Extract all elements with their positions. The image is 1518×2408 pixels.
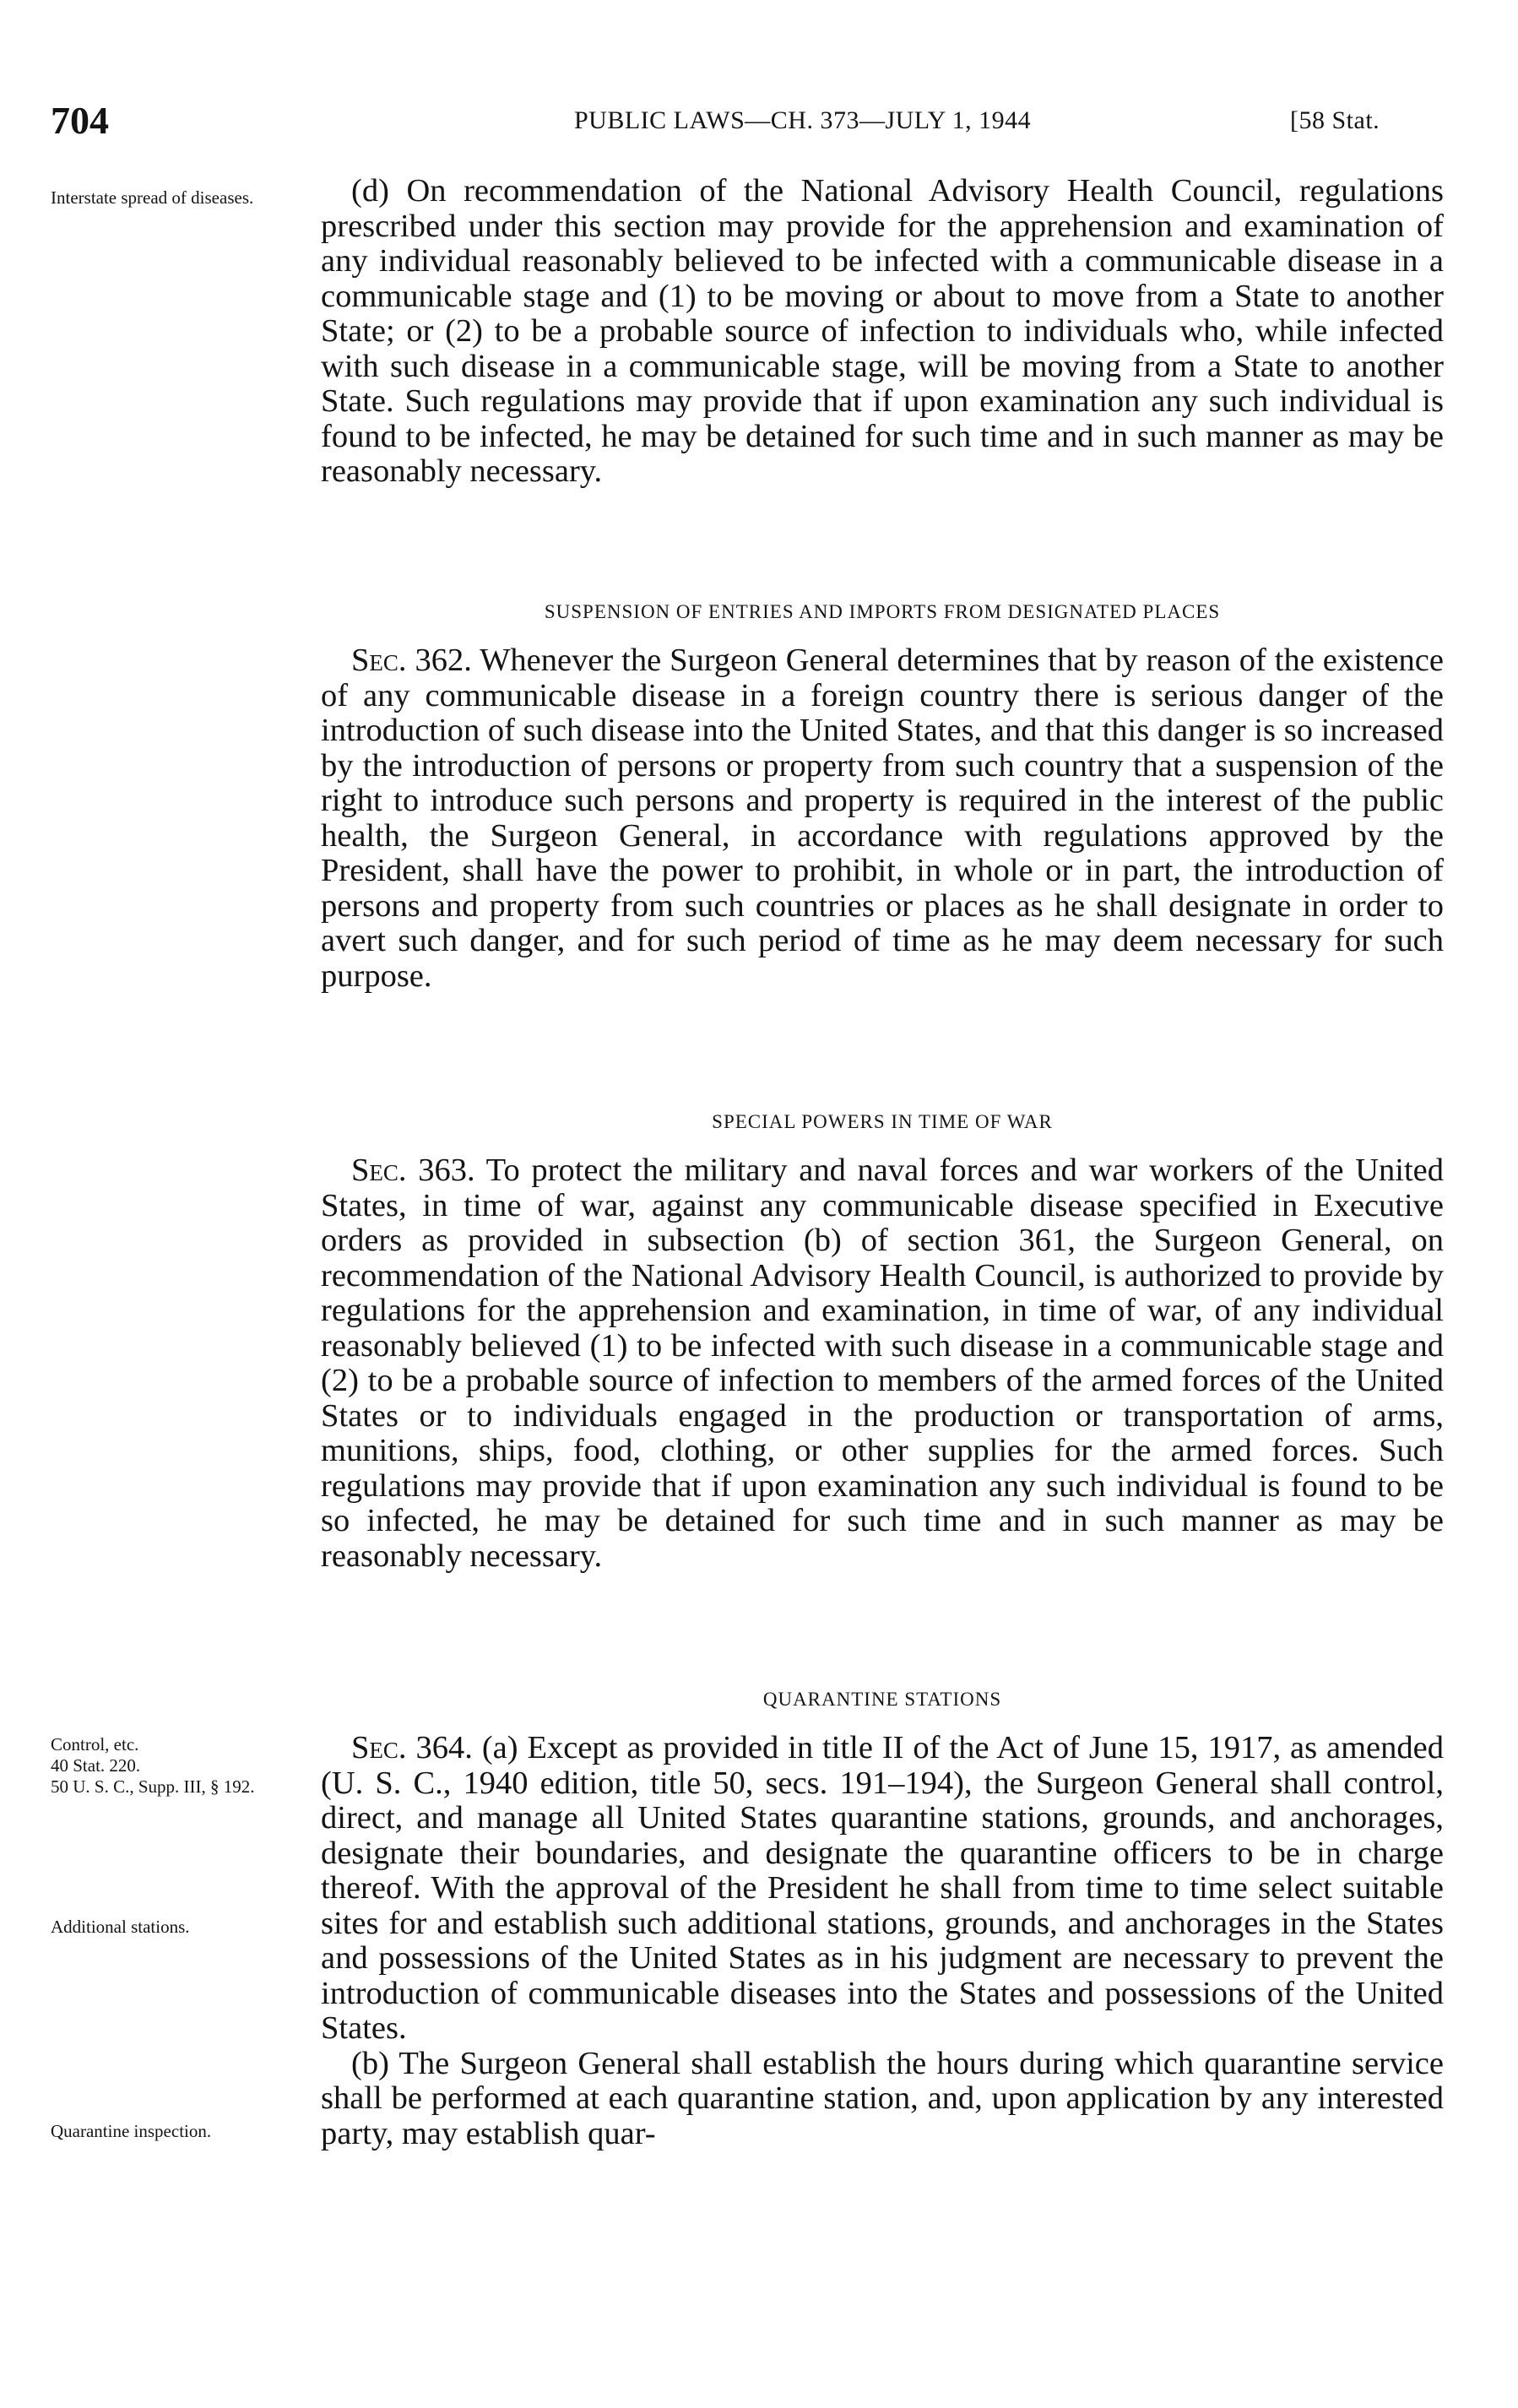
section-363-body: To protect the military and naval forces and war workers of the United States, in time of war, against any communicable disease specified in Executive orders as provided in subsection (b) of section 361, the Surgeon General, on recommendation of the National Advisory Health Council, is authorized to provide by regulations for the apprehension and examination, in time of war, of any individual reasonably believed (1) to be infected with such disease in a communicable stage and (2) to be a probable source of infection to members of the armed forces of the United States or to individuals engaged in the production or transportation of arms, munitions, ships, food, clothing, or other supplies for the armed forces. Such regulations may provide that if upon examination any such individual is found to be so infected, he may be detained for such time and in such manner as may be reasonably necessary.: [321, 1152, 1444, 1574]
section-363-text: [321, 1153, 1444, 1574]
margin-note-control-ref1: 40 Stat. 220.: [51, 1755, 141, 1776]
statute-reference: [58 Stat.: [1290, 106, 1380, 134]
section-364a-text: [321, 1731, 1444, 2047]
section-362-body: Whenever the Surgeon General determines that by reason of the existence of any communicable disease in a foreign country there is serious danger of the introduction of such disease into the United States, and that this danger is so increased by the introduction of persons or property from such country that a suspension of the right to introduce such persons and property is required in the interest of the public health, the Surgeon General, in accordance with regulations approved by the President, shall have the power to prohibit, in whole or in part, the introduction of persons and property from such countries or places as he shall designate in order to avert such danger, and for such period of time as he may deem necessary for such purpose.: [321, 643, 1444, 994]
paragraph-d: [321, 174, 1444, 490]
margin-note-control-ref2: 50 U. S. C., Supp. III, § 192.: [51, 1776, 255, 1797]
page-number: 704: [51, 99, 109, 142]
running-head: PUBLIC LAWS—CH. 373—JULY 1, 1944: [574, 106, 1032, 134]
page-header: [51, 98, 1435, 149]
heading-362-text: SUSPENSION OF ENTRIES AND IMPORTS FROM DESIGNATED PLACES: [544, 601, 1221, 622]
heading-363-text: SPECIAL POWERS IN TIME OF WAR: [712, 1111, 1053, 1132]
heading-section-362: [321, 601, 1444, 623]
paragraph-d-text: (d) On recommendation of the National Advisory Health Council, regulations prescribed under this section may provide for the apprehension and examination of any individual reasonably believed to be infected with a communicable disease in a communicable stage and (1) to be moving or about to move from a State to another State; or (2) to be a probable source of infection to individuals who, while infected with such disease in a communicable stage, will be moving from a State to another State. Such regulations may provide that if upon examination any such individual is found to be infected, he may be detained for such time and in such manner as may be reasonably necessary.: [321, 173, 1444, 489]
section-364a-body: (a) Except as provided in title II of the Act of June 15, 1917, as amended (U. S. C., 1940 edition, title 50, secs. 191–194), the Surgeon General shall control, direct, and manage all United States quarantine stations, grounds, and anchorages, designate their boundaries, and designate the quarantine officers to be in charge thereof. With the approval of the President he shall from time to time select suitable sites for and establish such additional stations, grounds, and anchorages in the States and possessions of the United States as in his judgment are necessary to prevent the introduction of communicable diseases into the States and possessions of the United States.: [321, 1730, 1444, 2046]
margin-note-control: [51, 1734, 304, 1798]
margin-note-quarantine-inspection: Quarantine inspection.: [51, 2121, 212, 2141]
heading-section-363: [321, 1111, 1444, 1133]
section-362-label: Sec. 362.: [351, 643, 472, 678]
section-363: [321, 1153, 1444, 1574]
section-364: [321, 1731, 1444, 2151]
heading-section-364: [321, 1689, 1444, 1711]
section-362: [321, 643, 1444, 994]
margin-note-control-title: Control, etc.: [51, 1734, 139, 1754]
heading-364-text: QUARANTINE STATIONS: [762, 1689, 1002, 1710]
margin-note-interstate: Interstate spread of diseases.: [51, 187, 254, 208]
section-364b-text: (b) The Surgeon General shall establish the hours during which quarantine service shall be performed at each quarantine station, and, upon application by any interested party, may establish quar-: [321, 2045, 1444, 2151]
margin-note-additional-stations: Additional stations.: [51, 1917, 190, 1937]
section-362-text: [321, 643, 1444, 994]
section-363-label: Sec. 363.: [351, 1152, 475, 1188]
section-364-label: Sec. 364.: [351, 1730, 473, 1765]
